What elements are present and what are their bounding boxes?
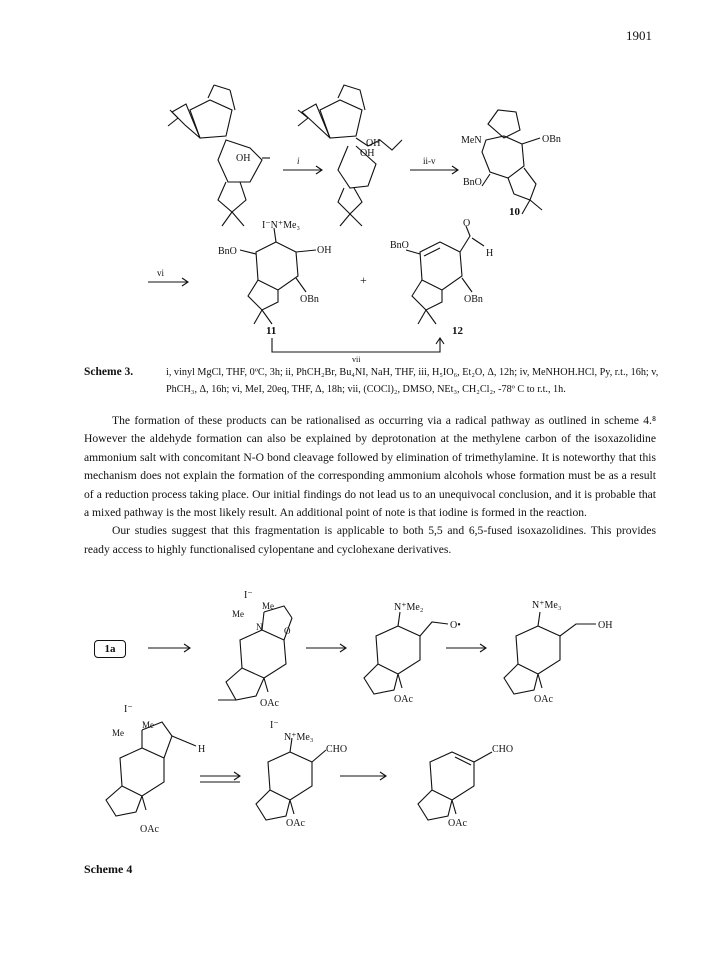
arrow-vi-label: vi — [157, 268, 165, 278]
s4-cho-2: CHO — [492, 744, 514, 755]
arrow-vii-label: vii — [352, 355, 361, 364]
s4-nme3-1: N⁺Me₃ — [532, 600, 562, 611]
paragraph-1: The formation of these products can be rationalised as occurring via a radical pathway as outlined in scheme 4.⁸ However the aldehyde formation can also be explained by deprotonation at the methylene carbon of the isoxazolidine ammonium salt with concomitant N-O bond cleavage followed by elimination of trimethylamine. It is noteworthy that this mechanism does not explain the formation of the corresponding ammonium alcohols whose formation must be as a result of a reduction process taking place. Our initial findings do not lead us to an unequivocal conclusion, and it is probable that a mixed pathway is the most likely result. An additional point of note is that iodine is formed in the reaction. — [84, 414, 656, 520]
arrow-i-label: i — [297, 156, 300, 166]
s4-nme2: N⁺Me₂ — [394, 602, 424, 613]
s4-oac-2: OAc — [394, 694, 413, 705]
compound-12-number: 12 — [452, 325, 463, 337]
obn-label-11: OBn — [300, 294, 319, 305]
s4-nme3-2: N⁺Me₃ — [284, 732, 314, 743]
arrow-ii-v-label: ii-v — [423, 156, 436, 166]
obn-label-10: OBn — [542, 134, 561, 145]
nme3-label: I⁻N⁺Me₃ — [262, 220, 300, 231]
obn-label-12: OBn — [464, 294, 483, 305]
compound-11-number: 11 — [266, 325, 277, 337]
s4-oac-5: OAc — [286, 818, 305, 829]
s4-oac-4: OAc — [140, 824, 159, 835]
s4-mebranch-1: Me — [232, 609, 244, 619]
s4-iodide-2: I⁻ — [124, 704, 133, 715]
s4-oac-6: OAc — [448, 818, 467, 829]
s4-o-1: O — [284, 626, 291, 636]
plus-sign: + — [360, 273, 367, 287]
s4-me-2: Me — [142, 720, 154, 730]
s4-oh: OH — [598, 620, 613, 631]
h-label-12: H — [486, 248, 494, 259]
s4-oac-1: OAc — [260, 698, 279, 709]
men-label: MeN — [461, 135, 482, 146]
s4-n-1: N — [256, 622, 263, 632]
scheme-3-conditions: i, vinyl MgCl, THF, 0ºC, 3h; ii, PhCH₂Br, Bu₄NI, NaH, THF, iii, H₅IO₆, Et₂O, Δ, 12h; iv, MeNHOH.HCl, Py, r.t., 16h; v, PhCH₃, Δ, 16h; vi, MeI, 20eq, THF, Δ, 18h; vii, (COCl)₂, DMSO, NEt₃, CH₂Cl₂, -78º C to r.t., 1h. — [166, 367, 659, 395]
compound-1a-label: 1a — [94, 640, 126, 658]
s4-me-1: Me — [262, 601, 274, 611]
paragraph-2: Our studies suggest that this fragmentation is applicable to both 5,5 and 6,5-fused isoxazolidines. This provides ready access to highly functionalised cylopentane and cyclohexane derivatives. — [84, 524, 656, 556]
oh-vinyl-label: OH — [360, 148, 375, 159]
s4-cho-1: CHO — [326, 744, 348, 755]
oh-vinyl2-label: OH — [366, 138, 381, 149]
s4-mebranch-2: Me — [112, 728, 124, 738]
oh-label: OH — [236, 153, 251, 164]
s4-iodide-1: I⁻ — [244, 590, 253, 601]
scheme-3-label: Scheme 3. — [84, 366, 134, 378]
page-number: 1901 — [626, 28, 652, 43]
s4-h: H — [198, 744, 206, 755]
scheme-4-label: Scheme 4 — [84, 862, 133, 876]
s4-iodide-3: I⁻ — [270, 720, 279, 731]
compound-10-number: 10 — [509, 206, 520, 218]
oh-label-11: OH — [317, 245, 332, 256]
s4-oac-3: OAc — [534, 694, 553, 705]
bno-label-12: BnO — [390, 240, 409, 251]
s4-o-radical: O• — [450, 620, 461, 631]
bno-label-11: BnO — [218, 246, 237, 257]
body-text — [84, 412, 656, 559]
bno-label-10: BnO — [463, 177, 482, 188]
o-label-12: O — [463, 218, 471, 229]
